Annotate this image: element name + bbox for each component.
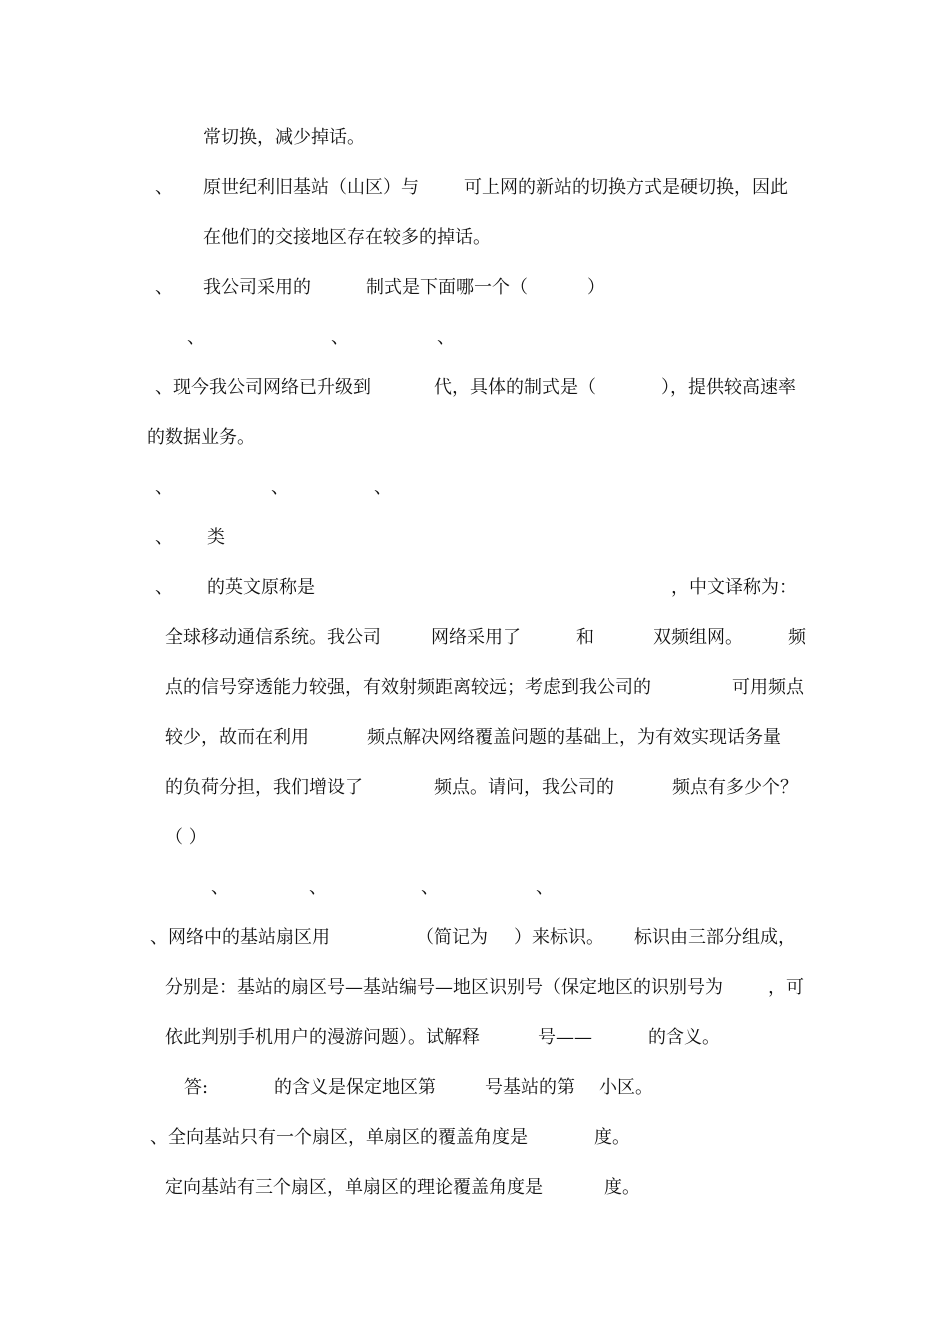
answer-bracket: （ ） [165,827,207,848]
text-line: 、现今我公司网络已升级到 [155,377,371,398]
text-line: 标识由三部分组成， [634,927,796,948]
text-line: ，可 [768,977,804,998]
text-line: 较少，故而在利用 [165,727,309,748]
text-line: 可上网的新站的切换方式是硬切换，因此 [464,177,788,198]
text-line: 的含义是保定地区第 [274,1077,436,1098]
text-line: 分别是：基站的扇区号—基站编号—地区识别号（保定地区的识别号为 [165,977,723,998]
list-marker: 、 [155,177,173,198]
option-marker: 、 [155,527,173,548]
option-marker: 、 [437,327,455,348]
text-line: ） [587,277,605,298]
option-marker: 、 [271,477,289,498]
text-line: 的负荷分担，我们增设了 [165,777,363,798]
text-line: 小区。 [599,1077,653,1098]
text-line: ，中文译称为： [671,577,797,598]
text-line: 、全向基站只有一个扇区，单扇区的覆盖角度是 [150,1127,528,1148]
option-marker: 、 [155,477,173,498]
text-line: 常切换，减少掉话。 [203,127,365,148]
text-line: 号—— [538,1027,592,1048]
text-line: 可用频点 [732,677,804,698]
text-line: 度。 [594,1127,630,1148]
text-line: 和 [576,627,594,648]
option-marker: 、 [374,477,392,498]
text-line: 的含义。 [648,1027,720,1048]
text-line: 频点。请问，我公司的 [434,777,614,798]
text-line: ）来标识。 [514,927,604,948]
text-line: 的数据业务。 [147,427,255,448]
text-line: （简记为 [416,927,488,948]
text-line: 频点解决网络覆盖问题的基础上，为有效实现话务量 [367,727,781,748]
text-line: 、网络中的基站扇区用 [150,927,330,948]
option-marker: 、 [187,327,205,348]
text-line: 原世纪利旧基站（山区）与 [203,177,419,198]
option-marker: 、 [421,877,439,898]
text-line: 定向基站有三个扇区，单扇区的理论覆盖角度是 [165,1177,543,1198]
text-line: 度。 [604,1177,640,1198]
text-line: 的英文原称是 [207,577,315,598]
text-line: ），提供较高速率 [661,377,796,398]
text-line: 代，具体的制式是（ [434,377,596,398]
text-line: 双频组网。 [653,627,743,648]
text-line: 频点有多少个？ [672,777,798,798]
text-line: 类 [207,527,225,548]
text-line: 全球移动通信系统。我公司 [165,627,381,648]
option-marker: 、 [331,327,349,348]
text-line: 频 [788,627,806,648]
text-line: 在他们的交接地区存在较多的掉话。 [203,227,491,248]
option-marker: 、 [536,877,554,898]
list-marker: 、 [155,577,173,598]
option-marker: 、 [211,877,229,898]
list-marker: 、 [155,277,173,298]
option-marker: 、 [309,877,327,898]
text-line: 网络采用了 [431,627,521,648]
answer-label: 答: [184,1077,209,1098]
text-line: 点的信号穿透能力较强，有效射频距离较远；考虑到我公司的 [165,677,651,698]
text-line: 制式是下面哪一个（ [366,277,528,298]
text-line: 我公司采用的 [203,277,311,298]
text-line: 依此判别手机用户的漫游问题）。试解释 [165,1027,480,1048]
text-line: 号基站的第 [485,1077,575,1098]
